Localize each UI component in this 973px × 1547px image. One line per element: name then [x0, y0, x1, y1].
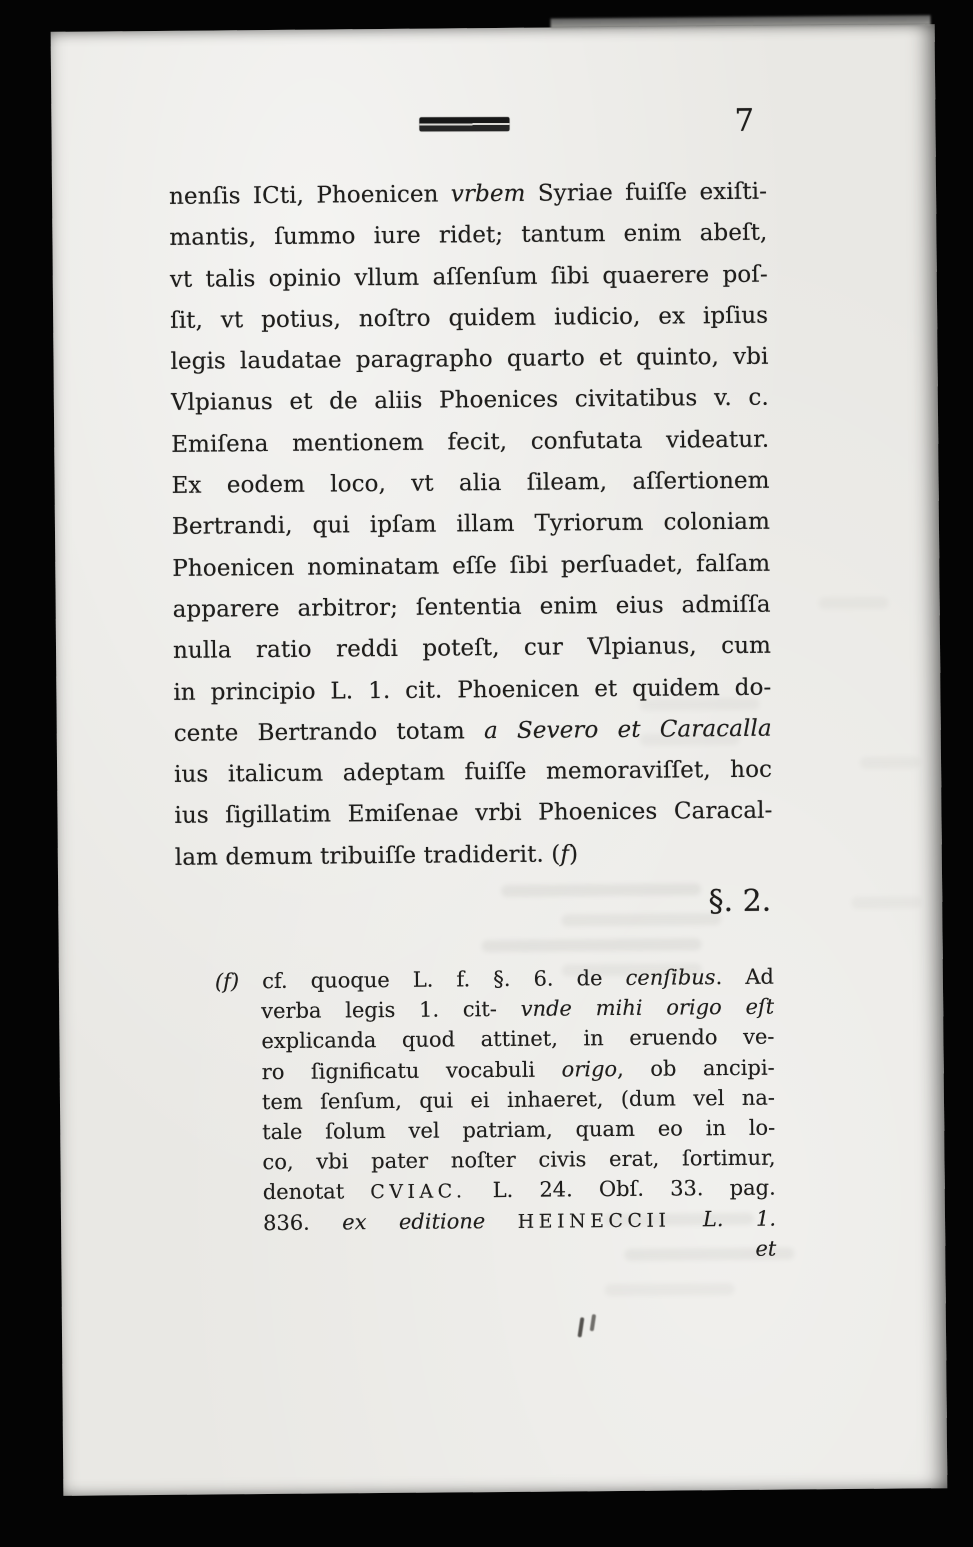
- text-run: ius italicum adeptam fuiſſe memoraviſſet, hoc: [174, 756, 773, 788]
- smudge: [819, 597, 889, 610]
- text-line: [171, 378, 769, 425]
- text-line: [172, 502, 770, 549]
- text-run: ex editione: [342, 1208, 486, 1234]
- text-line: [173, 626, 771, 673]
- text-run: lam demum tribuiſſe tradiderit. (: [174, 841, 561, 871]
- footnote-block: [215, 962, 777, 1269]
- text-line: [170, 337, 768, 384]
- text-line: [173, 667, 771, 714]
- text-line: [170, 254, 768, 301]
- text-run: tale ſolum vel patriam, quam eo in lo-: [262, 1115, 776, 1145]
- text-run: a Severo et Caracalla: [483, 715, 772, 744]
- smudge: [482, 938, 702, 952]
- text-run: cente Bertrando totam: [173, 717, 485, 747]
- text-run: [485, 1208, 518, 1232]
- text-run: nenſis ICti, Phoenicen: [168, 181, 451, 210]
- text-line: [216, 1143, 775, 1178]
- text-run: Emiſena mentionem fecit, confutata videatur.: [171, 426, 770, 458]
- text-line: [173, 585, 771, 632]
- text-line: [169, 172, 767, 219]
- text-run: HEINECCII: [517, 1209, 671, 1233]
- text-run: ſit, vt potius, noſtro quidem iudicio, ex ipſius: [170, 302, 769, 334]
- text-run: Ex eodem loco, vt alia ſileam, aſſertionem: [171, 467, 770, 499]
- text-line: [216, 1082, 775, 1117]
- text-run: vrbem: [450, 180, 526, 208]
- text-line: [172, 543, 770, 590]
- text-run: Bertrandi, qui ipſam illam Tyriorum coloniam: [171, 509, 771, 541]
- text-run: CVIAC.: [370, 1180, 467, 1204]
- text-run: , ob ancipi-: [616, 1055, 775, 1081]
- header-rule-ornament: [419, 117, 509, 131]
- text-run: mantis, ſummo iure ridet; tantum enim abeſt,: [169, 219, 768, 252]
- text-line: [174, 750, 772, 797]
- page-stack-edge: [551, 15, 931, 28]
- text-run: vnde mihi origo eſt: [520, 994, 775, 1022]
- text-run: cf. quoque L. f. §. 6. de: [238, 965, 626, 994]
- text-run: 836.: [262, 1209, 343, 1235]
- text-line: [171, 461, 769, 508]
- text-run: denotat: [262, 1179, 371, 1205]
- text-run: Phoenicen nominatam eſſe ſibi perſuadet, falſam: [172, 550, 771, 582]
- smudge: [605, 1283, 735, 1296]
- page-number: 7: [734, 102, 755, 139]
- text-run: apparere arbitror; ſententia enim eius admiſſa: [172, 591, 771, 623]
- text-line: [216, 1052, 775, 1087]
- text-line: [215, 962, 774, 997]
- text-run: origo: [561, 1056, 618, 1082]
- text-run: cenſibus: [625, 965, 716, 990]
- text-run: vt talis opinio vllum aſſenſum ſibi quaerere poſ-: [169, 261, 768, 293]
- text-run: ro ſignificatu vocabuli: [261, 1057, 562, 1084]
- text-run: tem ſenſum, qui ei inhaeret, (dum vel na-: [261, 1085, 776, 1114]
- text-line: [169, 213, 767, 260]
- text-line: [216, 1113, 775, 1148]
- catchword: et: [755, 1236, 777, 1261]
- text-run: L. 1.: [702, 1206, 777, 1231]
- text-run: Syriae fuiſſe exiſti-: [525, 178, 768, 207]
- text-run: . Ad: [715, 964, 775, 990]
- text-line: [217, 1173, 776, 1208]
- text-run: Vlpianus et de aliis Phoenices civitatibus v. c.: [170, 385, 769, 417]
- text-run: L. 24. Obſ. 33. pag.: [466, 1175, 776, 1203]
- text-run: in principio L. 1. cit. Phoenicen et quidem do-: [173, 674, 772, 706]
- text-line: [174, 791, 772, 838]
- text-run: explicanda quod attinet, in eruendo ve-: [261, 1024, 775, 1054]
- text-run: f: [560, 841, 570, 868]
- book-page: [51, 24, 948, 1496]
- text-run: ): [568, 841, 579, 868]
- smudge: [860, 756, 920, 769]
- text-line: [215, 1022, 774, 1057]
- text-run: co, vbi pater noſter civis erat, ſortimur,: [262, 1145, 776, 1175]
- text-run: [670, 1207, 703, 1231]
- text-run: nulla ratio reddi poteſt, cur Vlpianus, cum: [172, 632, 772, 665]
- text-line: [175, 832, 773, 879]
- main-text-paragraph: [169, 172, 773, 879]
- smudge: [851, 896, 921, 909]
- text-line: [217, 1203, 776, 1238]
- ink-smudge-mark: [590, 1314, 596, 1331]
- ink-smudge-mark: [577, 1317, 584, 1337]
- text-run: legis laudatae paragrapho quarto et quinto, vbi: [170, 343, 769, 376]
- text-line: [171, 419, 769, 466]
- text-run: verba legis 1. cit-: [261, 997, 521, 1024]
- text-run: (f): [214, 969, 240, 994]
- text-run: ius ſigillatim Emiſenae vrbi Phoenices Caracal-: [174, 798, 773, 830]
- text-line: [174, 708, 772, 755]
- text-line: [170, 296, 768, 343]
- section-heading: §. 2.: [708, 883, 772, 920]
- text-line: [215, 992, 774, 1027]
